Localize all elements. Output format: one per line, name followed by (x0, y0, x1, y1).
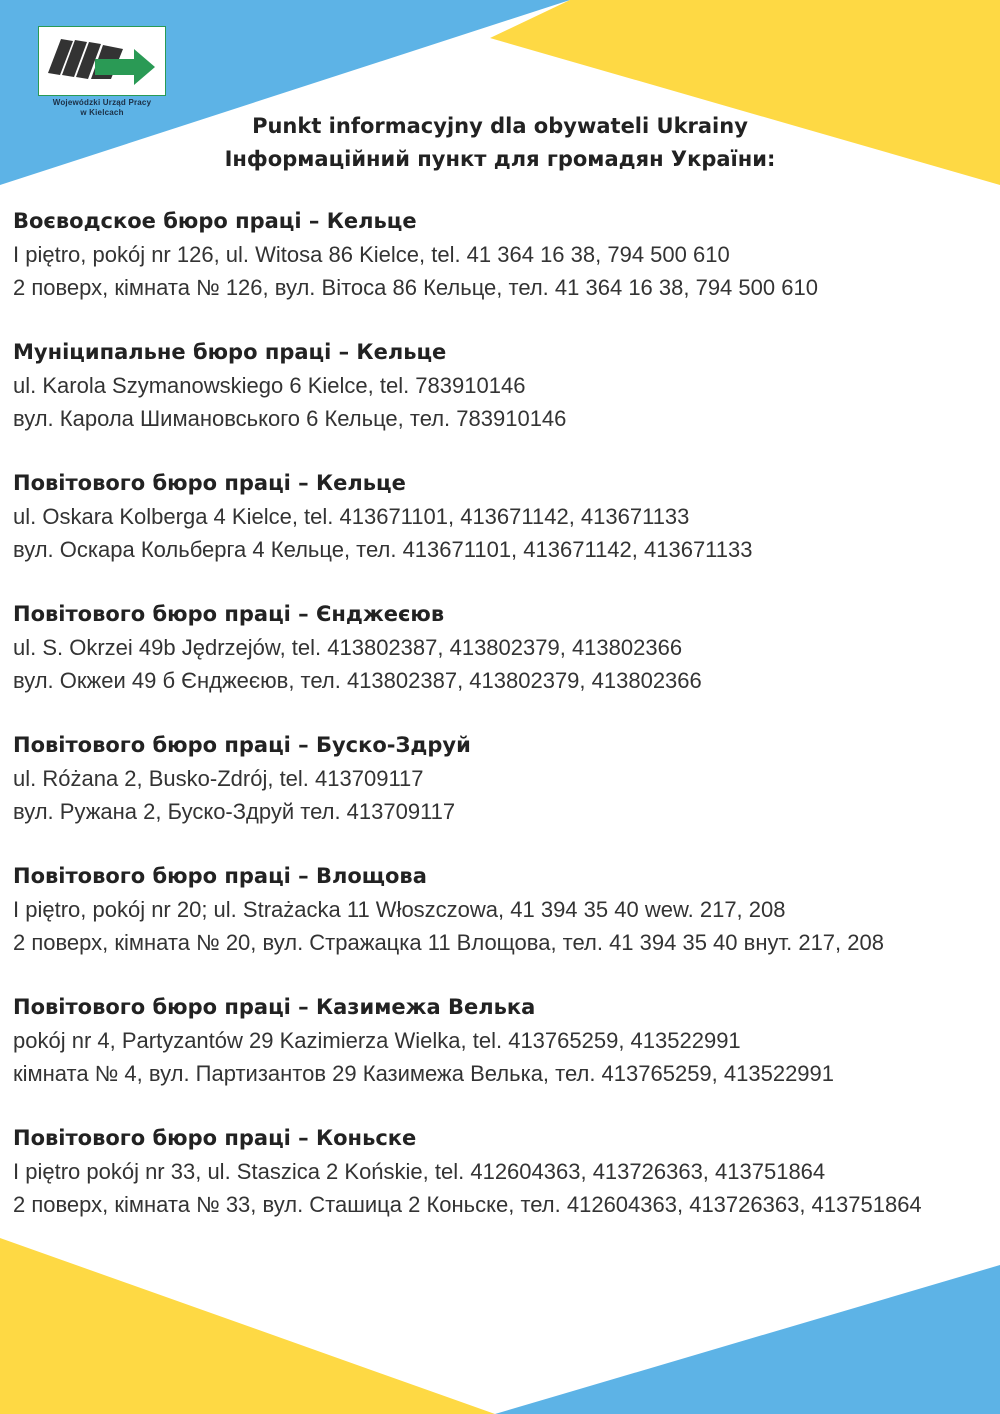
office-entry (13, 860, 993, 991)
office-address-ukrainian: вул. Окжеи 49 б Єнджеєюв, тел. 413802387, 413802379, 413802366 (13, 668, 702, 693)
office-address-ukrainian: 2 поверх, кімната № 20, вул. Стражацка 11 Влощова, тел. 41 394 35 40 внут. 217, 208 (13, 930, 884, 955)
bottom-center-blue-band (495, 1265, 1000, 1414)
office-name: Повітового бюро праці – Коньске (13, 1126, 417, 1150)
office-entry (13, 991, 993, 1122)
office-entry (13, 467, 993, 598)
page-header (0, 110, 1000, 176)
office-entry (13, 205, 993, 336)
office-entry (13, 598, 993, 729)
office-name: Воєводское бюро праці – Кельце (13, 209, 417, 233)
office-address-polish: I piętro, pokój nr 126, ul. Witosa 86 Kielce, tel. 41 364 16 38, 794 500 610 (13, 242, 730, 267)
office-entry (13, 729, 993, 860)
office-name: Повітового бюро праці – Влощова (13, 864, 427, 888)
arrow-cards-logo-icon (39, 27, 167, 97)
office-address-ukrainian: вул. Оскара Кольберга 4 Кельце, тел. 413671101, 413671142, 413671133 (13, 537, 753, 562)
page-title-ukrainian: Інформаційний пункт для громадян України: (224, 147, 776, 171)
office-name: Повітового бюро праці – Кельце (13, 471, 406, 495)
bottom-left-yellow-band (0, 1238, 495, 1414)
logo-caption-line-1: Wojewódzki Urząd Pracy (52, 98, 152, 107)
office-name: Повітового бюро праці – Казимежа Велька (13, 995, 536, 1019)
office-logo (38, 26, 166, 96)
office-address-ukrainian: вул. Ружана 2, Буско-Здруй тел. 413709117 (13, 799, 456, 824)
office-address-ukrainian: вул. Карола Шимановського 6 Кельце, тел. 783910146 (13, 406, 567, 431)
office-address-polish: ul. Karola Szymanowskiego 6 Kielce, tel. 783910146 (13, 373, 526, 398)
logo-caption-line-2: w Kielcach (80, 108, 124, 117)
office-name: Повітового бюро праці – Єнджеєюв (13, 602, 445, 626)
office-address-polish: pokój nr 4, Partyzantów 29 Kazimierza Wielka, tel. 413765259, 413522991 (13, 1028, 741, 1053)
office-name: Муніципальне бюро праці – Кельце (13, 340, 447, 364)
page-title-polish: Punkt informacyjny dla obywateli Ukrainy (252, 114, 748, 138)
office-address-ukrainian: 2 поверх, кімната № 126, вул. Вітоса 86 Кельце, тел. 41 364 16 38, 794 500 610 (13, 275, 818, 300)
office-address-ukrainian: кімната № 4, вул. Партизантов 29 Казимежа Велька, тел. 413765259, 413522991 (13, 1061, 835, 1086)
office-entry (13, 336, 993, 467)
office-address-ukrainian: 2 поверх, кімната № 33, вул. Сташица 2 Коньске, тел. 412604363, 413726363, 413751864 (13, 1192, 922, 1217)
office-address-polish: ul. Oskara Kolberga 4 Kielce, tel. 413671101, 413671142, 413671133 (13, 504, 690, 529)
office-address-polish: ul. S. Okrzei 49b Jędrzejów, tel. 413802387, 413802379, 413802366 (13, 635, 683, 660)
office-name: Повітового бюро праці – Буско-Здруй (13, 733, 471, 757)
office-address-polish: I piętro pokój nr 33, ul. Staszica 2 Końskie, tel. 412604363, 413726363, 413751864 (13, 1159, 826, 1184)
office-list (13, 205, 993, 1253)
office-address-polish: ul. Różana 2, Busko-Zdrój, tel. 413709117 (13, 766, 424, 791)
office-entry (13, 1122, 993, 1253)
office-address-polish: I piętro, pokój nr 20; ul. Strażacka 11 Włoszczowa, 41 394 35 40 wew. 217, 208 (13, 897, 786, 922)
